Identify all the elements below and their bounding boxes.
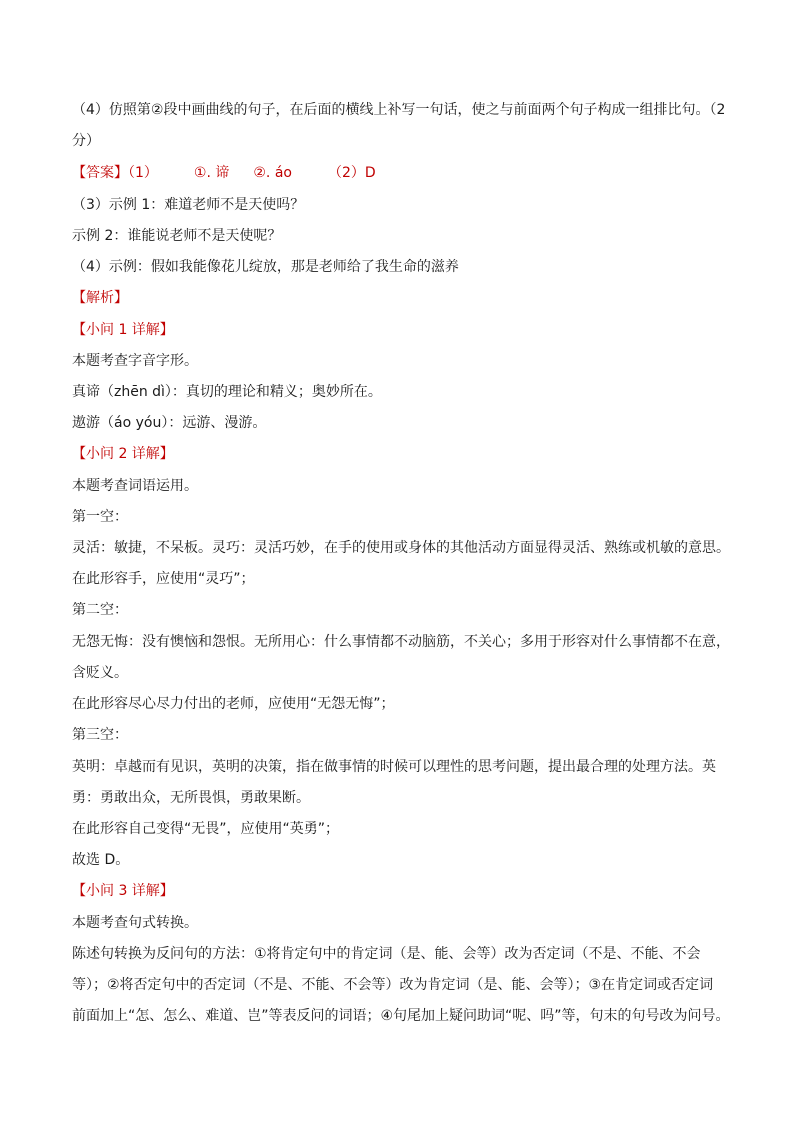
analysis-label: 【解析】 bbox=[72, 290, 128, 306]
subquestion-3-header: 【小问 3 详解】 bbox=[72, 883, 174, 899]
answer-part-1: （1） bbox=[128, 165, 158, 181]
subquestion-2-line: 第三空： bbox=[72, 727, 128, 743]
question-4-line-1: （4）仿照第②段中画曲线的句子，在后面的横线上补写一句话，使之与前面两个句子构成一组排比句。（2 bbox=[72, 102, 726, 118]
answer-line-4: 示例 2：谁能说老师不是天使呢？ bbox=[72, 228, 282, 244]
subquestion-2-line: 本题考查词语运用。 bbox=[72, 478, 198, 494]
subquestion-1-header: 【小问 1 详解】 bbox=[72, 322, 174, 338]
answer-line-1 bbox=[72, 163, 732, 183]
answer-line-3: （3）示例 1：难道老师不是天使吗？ bbox=[72, 197, 305, 213]
answer-1-item-2: ②. áo bbox=[253, 165, 292, 181]
subquestion-1-line: 本题考查字音字形。 bbox=[72, 353, 198, 369]
subquestion-3-line: 陈述句转换为反问句的方法：①将肯定句中的肯定词（是、能、会等）改为否定词（不是、不能、不会 bbox=[72, 946, 701, 962]
answer-part-2: （2）D bbox=[327, 165, 376, 181]
subquestion-2-line: 勇：勇敢出众，无所畏惧，勇敢果断。 bbox=[72, 790, 310, 806]
subquestion-2-header: 【小问 2 详解】 bbox=[72, 446, 174, 462]
subquestion-2-line: 第一空： bbox=[72, 509, 128, 525]
answer-1-item-1: ①. 谛 bbox=[193, 165, 230, 181]
subquestion-2-line: 在此形容自己变得“无畏”，应使用“英勇”； bbox=[72, 821, 340, 837]
subquestion-3-line: 等）；②将否定句中的否定词（不是、不能、不会等）改为肯定词（是、能、会等）；③在肯定词或否定词 bbox=[72, 977, 714, 993]
subquestion-3-line: 前面加上“怎、怎么、难道、岂”等表反问的词语；④句尾加上疑问助词“呢、吗”等，句末的句号改为问号。 bbox=[72, 1008, 730, 1024]
answer-line-5: （4）示例：假如我能像花儿绽放，那是老师给了我生命的滋养 bbox=[72, 259, 459, 275]
subquestion-2-line: 第二空： bbox=[72, 602, 128, 618]
subquestion-2-line: 在此形容尽心尽力付出的老师，应使用“无怨无悔”； bbox=[72, 696, 395, 712]
subquestion-2-line: 灵活：敏捷，不呆板。灵巧：灵活巧妙，在手的使用或身体的其他活动方面显得灵活、熟练或机敏的意思。 bbox=[72, 540, 730, 556]
subquestion-1-line: 遨游（áo yóu）：远游、漫游。 bbox=[72, 415, 267, 431]
answer-label: 【答案】 bbox=[72, 165, 128, 181]
subquestion-2-line: 英明：卓越而有见识，英明的决策，指在做事情的时候可以理性的思考问题，提出最合理的处理方法。英 bbox=[72, 759, 716, 775]
subquestion-2-line: 在此形容手，应使用“灵巧”； bbox=[72, 571, 255, 587]
subquestion-2-line: 故选 D。 bbox=[72, 852, 130, 868]
subquestion-3-line: 本题考查句式转换。 bbox=[72, 915, 198, 931]
question-4-line-2: 分） bbox=[72, 133, 100, 149]
subquestion-2-line: 含贬义。 bbox=[72, 665, 128, 681]
subquestion-2-line: 无怨无悔：没有懊恼和怨恨。无所用心：什么事情都不动脑筋，不关心；多用于形容对什么事情都不在意， bbox=[72, 634, 730, 650]
subquestion-1-line: 真谛（zhēn dì）：真切的理论和精义；奥妙所在。 bbox=[72, 384, 382, 400]
